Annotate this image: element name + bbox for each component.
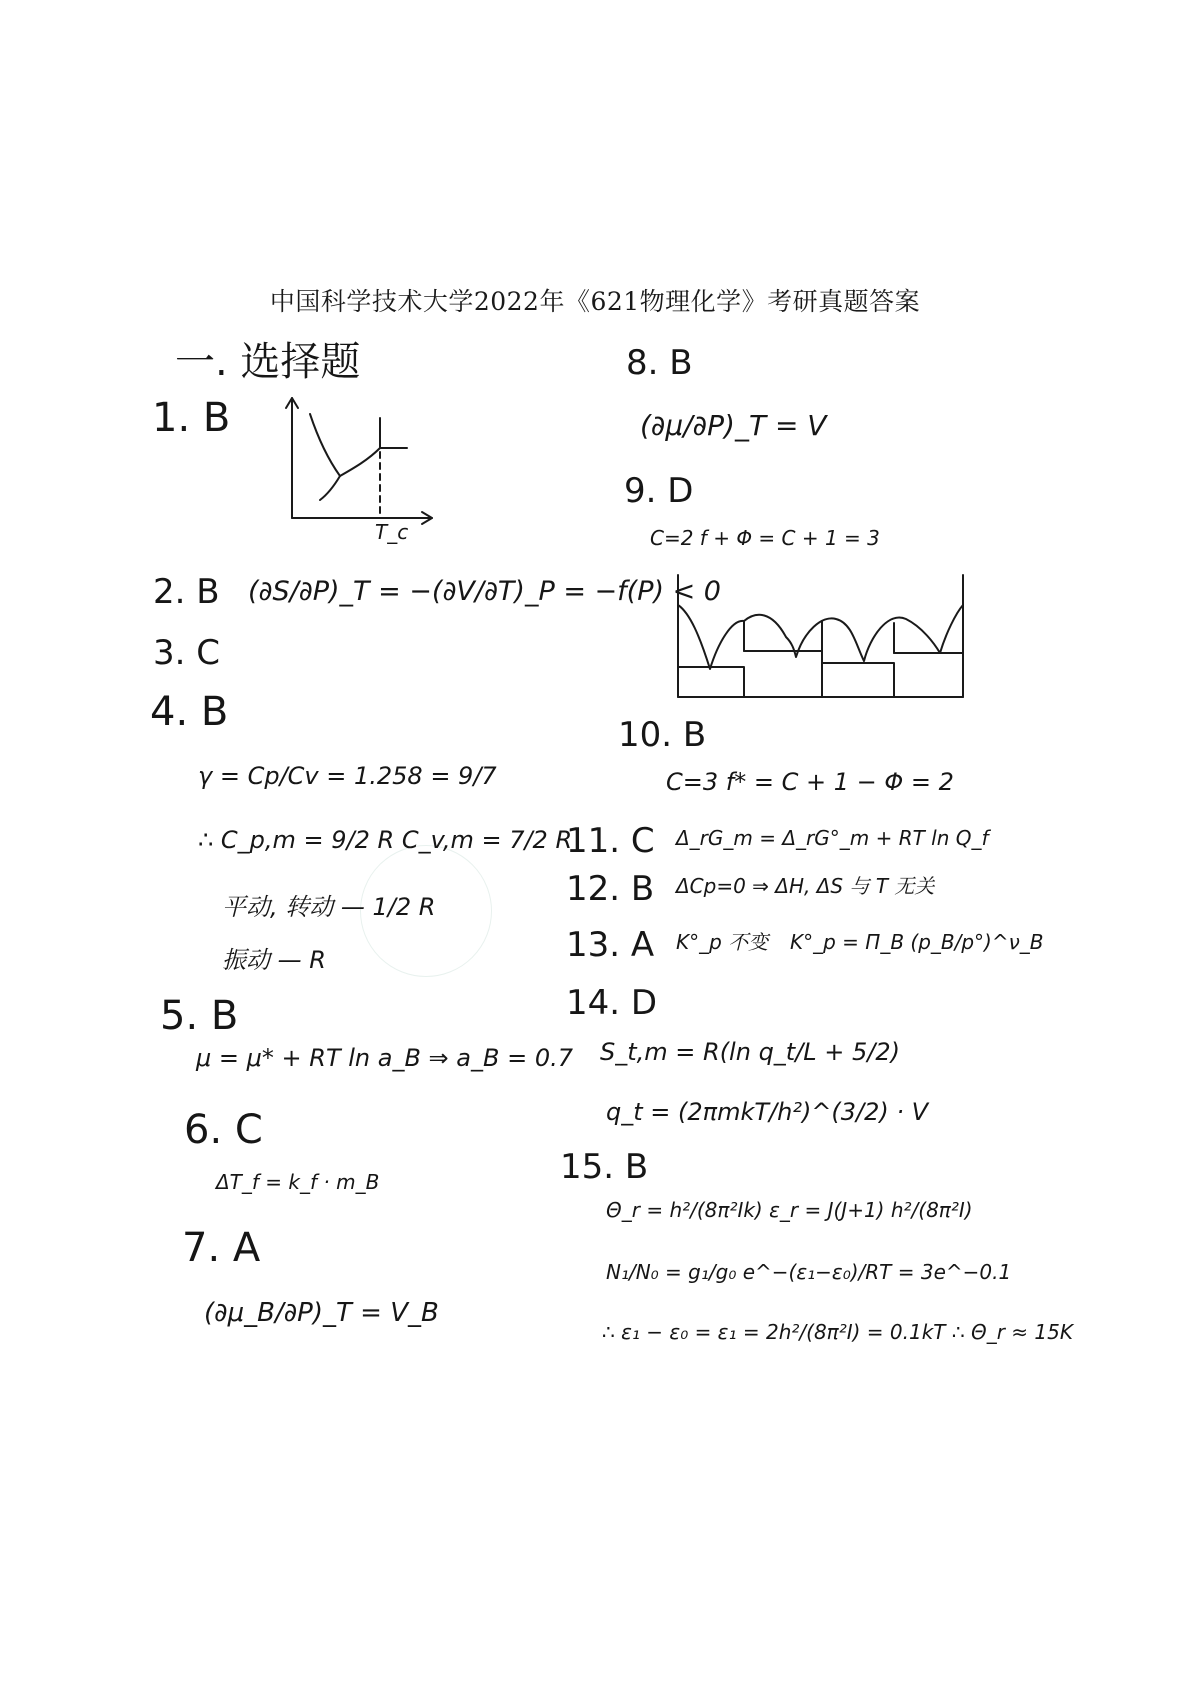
inner-boxes: [678, 667, 744, 697]
answer-13: 13. A: [566, 925, 655, 965]
curve-right: [340, 448, 380, 476]
answer-6: 6. C: [184, 1107, 263, 1153]
section-heading: 一. 选择题: [175, 339, 361, 385]
answer-2-eq: (∂S/∂P)_T = −(∂V/∂T)_P = −f(P) < 0: [248, 576, 721, 607]
answer-10: 10. B: [618, 715, 707, 755]
answer-10-eq: C=3 f* = C + 1 − Φ = 2: [666, 768, 954, 796]
answer-4-line1: γ = Cp/Cv = 1.258 = 9/7: [198, 762, 497, 790]
answer-14-line1: S_t,m = R(ln q_t/L + 5/2): [600, 1038, 901, 1066]
liquidus-curve: [678, 605, 963, 669]
answer-15-line1: Θ_r = h²/(8π²Ik) ε_r = J(J+1) h²/(8π²I): [606, 1198, 973, 1222]
step-line: [380, 418, 407, 448]
answer-11: 11. C: [566, 821, 655, 861]
tc-label: T_c: [375, 520, 409, 544]
answer-4-line3: 平动, 转动 — 1/2 R: [222, 893, 436, 921]
answer-15-line3: ∴ ε₁ − ε₀ = ε₁ = 2h²/(8π²I) = 0.1kT ∴ Θ_r ≈ 15K: [602, 1320, 1073, 1344]
answer-8-eq: (∂μ/∂P)_T = V: [640, 409, 827, 442]
answer-13-eq2: K°_p = Π_B (p_B/p°)^ν_B: [790, 930, 1044, 954]
answer-1: 1. B: [152, 395, 231, 441]
answer-4-line2: ∴ C_p,m = 9/2 R C_v,m = 7/2 R: [198, 826, 573, 854]
answer-12-eq: ΔCp=0 ⇒ ΔH, ΔS 与 T 无关: [676, 874, 935, 898]
answer-4: 4. B: [150, 689, 229, 735]
box-mid-left: [744, 651, 822, 697]
answer-14: 14. D: [566, 983, 658, 1023]
answer-8: 8. B: [626, 343, 693, 383]
curve-left: [310, 414, 340, 476]
curve-lower: [320, 476, 340, 500]
answer-9: 9. D: [624, 471, 694, 511]
page-title: 中国科学技术大学2022年《621物理化学》考研真题答案: [269, 287, 921, 316]
phase-diagram-figure: [282, 392, 442, 552]
answer-7: 7. A: [182, 1225, 261, 1271]
answer-15-line2: N₁/N₀ = g₁/g₀ e^−(ε₁−ε₀)/RT = 3e^−0.1: [606, 1260, 1012, 1284]
phase-diagram-box: [676, 575, 966, 700]
answer-5: 5. B: [160, 993, 239, 1039]
answer-13-eq: K°_p 不变: [676, 930, 769, 954]
answer-2: 2. B: [153, 572, 220, 612]
box-mid-right: [822, 663, 894, 697]
answer-15: 15. B: [560, 1147, 649, 1187]
answer-14-line2: q_t = (2πmkT/h²)^(3/2) · V: [606, 1098, 929, 1126]
answer-3: 3. C: [153, 633, 220, 673]
answer-6-eq: ΔT_f = k_f · m_B: [216, 1170, 380, 1194]
answer-9-eq: C=2 f + Φ = C + 1 = 3: [650, 526, 880, 550]
answer-4-line4: 振动 — R: [222, 946, 326, 974]
answer-7-eq: (∂μ_B/∂P)_T = V_B: [204, 1298, 439, 1328]
answer-11-eq: Δ_rG_m = Δ_rG°_m + RT ln Q_f: [676, 826, 989, 850]
answer-5-eq: μ = μ* + RT ln a_B ⇒ a_B = 0.7: [196, 1044, 573, 1072]
answer-12: 12. B: [566, 869, 655, 909]
